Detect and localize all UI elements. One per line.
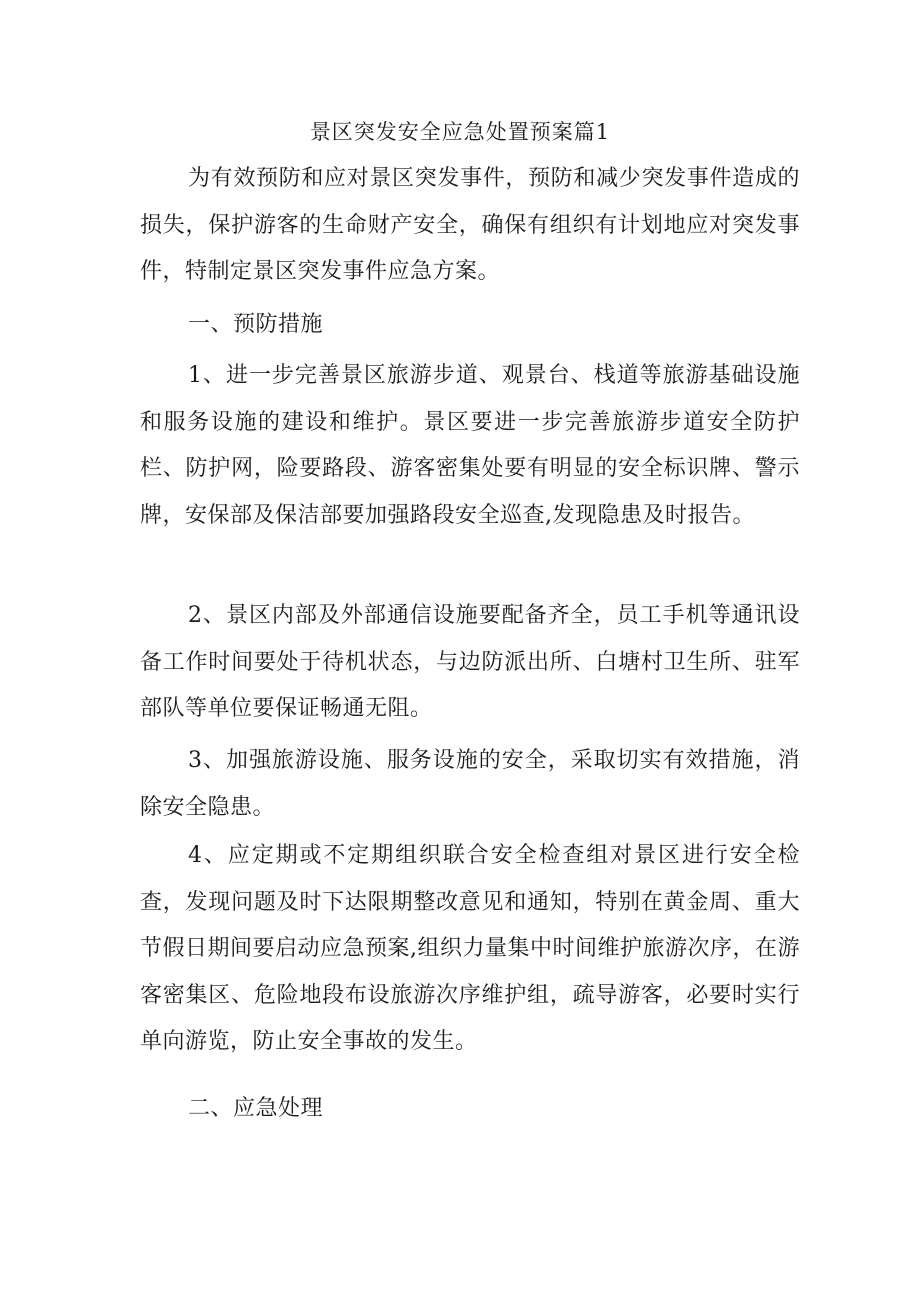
- section-heading-emergency: 二、应急处理: [188, 1096, 324, 1121]
- paragraph-item-4: 4、应定期或不定期组织联合安全检查组对景区进行安全检查，发现问题及时下达限期整改意见和通知，特别在黄金周、重大节假日期间要启动应急预案,组织力量集中时间维护旅游次序，在游客密集区、危险地段布设旅游次序维护组，疏导游客，必要时实行单向游览，防止安全事故的发生。: [140, 843, 800, 1054]
- paragraph-item-1: 1、进一步完善景区旅游步道、观景台、栈道等旅游基础设施和服务设施的建设和维护。景区要进一步完善旅游步道安全防护栏、防护网，险要路段、游客密集处要有明显的安全标识牌、警示牌，安保部及保洁部要加强路段安全巡查,发现隐患及时报告。: [140, 363, 800, 528]
- intro-paragraph: 为有效预防和应对景区突发事件，预防和减少突发事件造成的损失，保护游客的生命财产安全，确保有组织有计划地应对突发事件，特制定景区突发事件应急方案。: [140, 166, 800, 284]
- section-heading-prevention: 一、预防措施: [188, 312, 324, 337]
- paragraph-item-3: 3、加强旅游设施、服务设施的安全，采取切实有效措施，消除安全隐患。: [140, 748, 800, 820]
- document-title: 景区突发安全应急处置预案篇1: [309, 120, 611, 144]
- paragraph-item-2: 2、景区内部及外部通信设施要配备齐全，员工手机等通讯设备工作时间要处于待机状态，与边防派出所、白塘村卫生所、驻军部队等单位要保证畅通无阻。: [140, 603, 800, 721]
